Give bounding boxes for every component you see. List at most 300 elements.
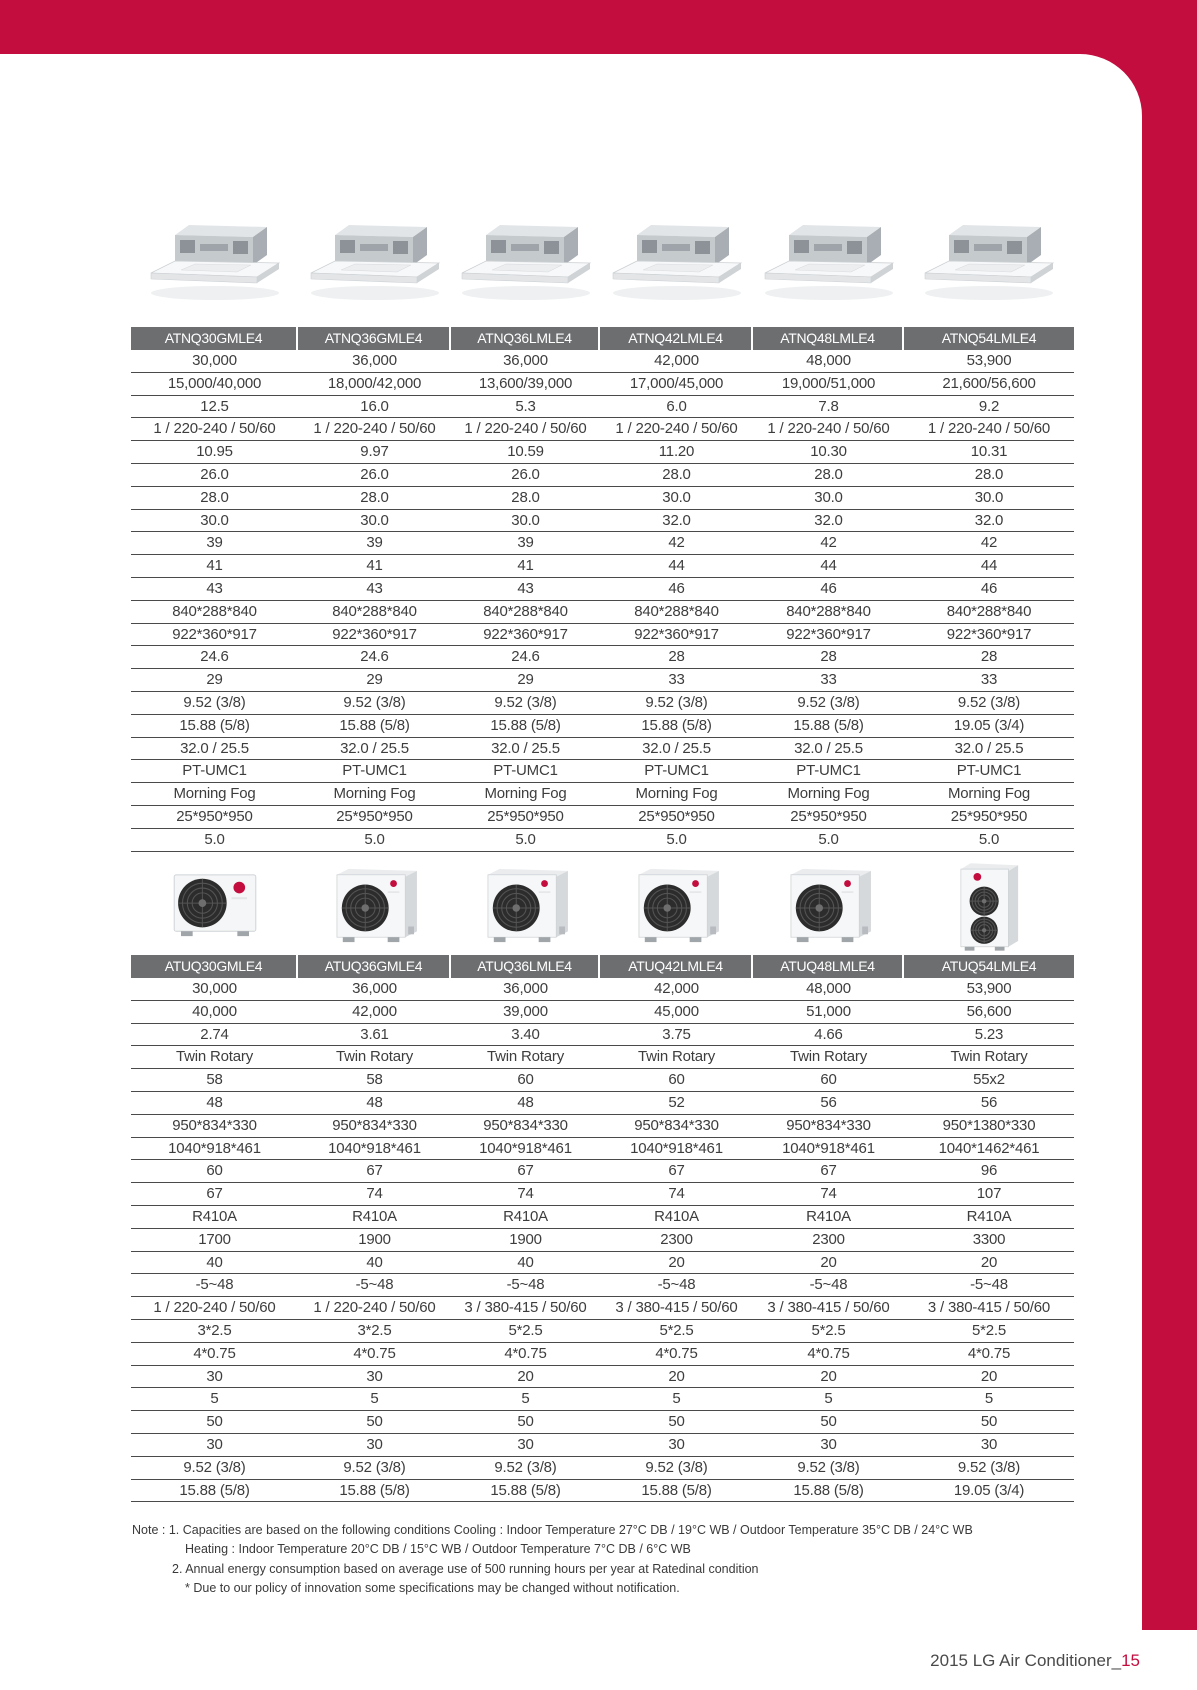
spec-value: 53,900 xyxy=(966,352,1012,369)
spec-value: Twin Rotary xyxy=(336,1048,413,1066)
spec-row xyxy=(131,1366,1074,1389)
spec-row xyxy=(131,1138,1074,1161)
spec-value: 3 / 380-415 / 50/60 xyxy=(464,1299,587,1317)
spec-value: 74 xyxy=(366,1185,383,1203)
spec-value: 30 xyxy=(206,1367,223,1385)
spec-row xyxy=(131,760,1074,783)
spec-value: Morning Fog xyxy=(173,785,256,803)
spec-value: 40 xyxy=(517,1253,534,1271)
spec-value: 39,000 xyxy=(503,1002,548,1020)
spec-value: 9.52 (3/8) xyxy=(343,1458,406,1476)
spec-value: 922*360*917 xyxy=(946,625,1032,643)
model-name: ATUQ36GMLE4 xyxy=(298,955,451,978)
spec-value: 42 xyxy=(980,534,998,552)
outdoor-unit-images xyxy=(131,858,1074,953)
spec-value: 26.0 xyxy=(360,465,389,483)
spec-value: 67 xyxy=(668,1162,685,1180)
spec-value: 30.0 xyxy=(200,511,229,529)
spec-value: 10.95 xyxy=(196,443,233,461)
outdoor-unit-icon xyxy=(329,866,421,946)
spec-value: 922*360*917 xyxy=(786,625,871,643)
spec-value: 32.0 / 25.5 xyxy=(180,739,249,757)
spec-value: 9.52 (3/8) xyxy=(957,693,1021,711)
spec-value: 42,000 xyxy=(352,1002,397,1020)
spec-value: 48,000 xyxy=(806,980,851,997)
spec-value: 4*0.75 xyxy=(655,1344,698,1362)
model-name: ATUQ42LMLE4 xyxy=(600,955,753,978)
cassette-unit-icon xyxy=(305,221,445,303)
spec-value: 5.0 xyxy=(364,830,385,848)
spec-value: R410A xyxy=(503,1207,548,1225)
spec-row xyxy=(131,487,1074,510)
model-name: ATNQ48LMLE4 xyxy=(753,327,904,350)
spec-value: 50 xyxy=(980,1413,998,1431)
spec-value: PT-UMC1 xyxy=(796,762,861,780)
spec-value: 5.23 xyxy=(974,1025,1004,1043)
spec-value: 10.59 xyxy=(507,443,544,461)
spec-value: 1700 xyxy=(198,1230,231,1248)
spec-row xyxy=(131,1115,1074,1138)
cassette-unit-icon xyxy=(919,221,1059,303)
spec-value: 36,000 xyxy=(352,352,397,369)
spec-value: 53,900 xyxy=(966,980,1012,997)
spec-value: 60 xyxy=(668,1071,685,1089)
spec-value: 25*950*950 xyxy=(176,807,253,825)
spec-value: 950*834*330 xyxy=(786,1116,871,1134)
spec-value: 4*0.75 xyxy=(353,1344,396,1362)
spec-value: 42,000 xyxy=(654,352,699,369)
spec-value: Twin Rotary xyxy=(638,1048,715,1066)
spec-value: 10.31 xyxy=(970,443,1008,461)
spec-value: 20 xyxy=(820,1253,837,1271)
spec-value: 9.52 (3/8) xyxy=(797,693,860,711)
spec-value: 30 xyxy=(366,1367,383,1385)
spec-value: 67 xyxy=(366,1162,383,1180)
spec-value: 11.20 xyxy=(658,443,695,461)
spec-value: 15.88 (5/8) xyxy=(339,716,410,734)
spec-value: 32.0 / 25.5 xyxy=(642,739,711,757)
spec-value: 5.0 xyxy=(818,830,839,848)
indoor-spec-table xyxy=(131,327,1074,852)
indoor-unit-image xyxy=(298,216,451,308)
spec-value: 5 xyxy=(521,1390,530,1408)
spec-value: 74 xyxy=(820,1185,837,1203)
spec-row xyxy=(131,1297,1074,1320)
spec-value: 5.0 xyxy=(204,830,225,848)
spec-row xyxy=(131,1434,1074,1457)
cassette-unit-icon xyxy=(456,221,596,303)
spec-value: 4*0.75 xyxy=(967,1344,1011,1362)
spec-value: 5 xyxy=(370,1390,379,1408)
outdoor-unit-icon xyxy=(783,866,875,946)
spec-value: 13,600/39,000 xyxy=(478,374,573,392)
spec-row xyxy=(131,1206,1074,1229)
note-line-3: 2. Annual energy consumption based on average use of 500 running hours per year at Ratedinal condition xyxy=(172,1562,759,1576)
footer-title: 2015 LG Air Conditioner_ xyxy=(930,1651,1122,1670)
spec-value: 1040*918*461 xyxy=(479,1139,572,1157)
indoor-unit-image xyxy=(904,216,1074,308)
spec-value: 32.0 / 25.5 xyxy=(491,739,560,757)
spec-value: 28.0 xyxy=(360,488,389,506)
spec-value: 67 xyxy=(820,1162,837,1180)
outdoor-unit-image xyxy=(131,858,298,953)
spec-value: 28.0 xyxy=(200,488,229,506)
spec-value: 5*2.5 xyxy=(659,1321,694,1339)
spec-row xyxy=(131,1160,1074,1183)
note-line-1: Note : 1. Capacities are based on the following conditions Cooling : Indoor Temperature 27°C DB / 19°C WB / Outdoor Temperature 35°C DB / 24°C WB xyxy=(132,1523,973,1537)
spec-value: 9.52 (3/8) xyxy=(494,1458,557,1476)
spec-value: 4*0.75 xyxy=(504,1344,547,1362)
spec-value: 21,600/56,600 xyxy=(942,374,1036,392)
spec-value: R410A xyxy=(352,1207,397,1225)
spec-value: 840*288*840 xyxy=(786,602,871,620)
spec-row xyxy=(131,464,1074,487)
spec-value: 28 xyxy=(668,648,685,666)
spec-value: 4.66 xyxy=(814,1025,843,1043)
spec-value: 15.88 (5/8) xyxy=(490,1481,561,1499)
model-name: ATUQ54LMLE4 xyxy=(904,955,1074,978)
spec-value: 840*288*840 xyxy=(946,602,1032,620)
outdoor-unit-front-icon xyxy=(171,872,259,940)
spec-value: 58 xyxy=(206,1071,223,1089)
spec-value: 9.52 (3/8) xyxy=(645,1458,708,1476)
spec-row xyxy=(131,1024,1074,1047)
spec-value: 10.30 xyxy=(810,443,847,461)
spec-value: -5~48 xyxy=(657,1276,696,1294)
spec-value: 840*288*840 xyxy=(483,602,568,620)
spec-value: 24.6 xyxy=(511,648,540,666)
spec-value: 46 xyxy=(980,579,998,597)
spec-row xyxy=(131,441,1074,464)
spec-value: 50 xyxy=(820,1413,837,1431)
spec-value: 1 / 220-240 / 50/60 xyxy=(927,420,1051,438)
spec-value: 840*288*840 xyxy=(172,602,257,620)
indoor-unit-image xyxy=(131,216,298,308)
spec-value: 9.52 (3/8) xyxy=(797,1458,860,1476)
spec-row xyxy=(131,646,1074,669)
model-name: ATNQ42LMLE4 xyxy=(600,327,753,350)
spec-value: 950*834*330 xyxy=(332,1116,417,1134)
spec-value: 42,000 xyxy=(654,980,699,997)
spec-value: 48 xyxy=(206,1093,223,1111)
spec-value: 36,000 xyxy=(503,352,548,369)
spec-value: 60 xyxy=(517,1071,534,1089)
spec-value: 1 / 220-240 / 50/60 xyxy=(313,420,436,438)
spec-row xyxy=(131,1252,1074,1275)
spec-value: R410A xyxy=(192,1207,237,1225)
spec-value: 9.52 (3/8) xyxy=(183,1458,246,1476)
spec-value: 74 xyxy=(517,1185,534,1203)
spec-value: 3.75 xyxy=(662,1025,691,1043)
model-name: ATNQ30GMLE4 xyxy=(131,327,298,350)
spec-value: 32.0 / 25.5 xyxy=(340,739,409,757)
spec-value: 60 xyxy=(206,1162,223,1180)
spec-value: 30.0 xyxy=(360,511,389,529)
spec-value: 39 xyxy=(206,534,223,552)
spec-value: -5~48 xyxy=(970,1276,1008,1294)
spec-value: 41 xyxy=(366,557,383,575)
spec-value: 52 xyxy=(668,1093,685,1111)
spec-value: 28 xyxy=(820,648,837,666)
spec-value: 3 / 380-415 / 50/60 xyxy=(927,1299,1051,1317)
spec-row xyxy=(131,1343,1074,1366)
cassette-unit-icon xyxy=(759,221,899,303)
spec-value: 25*950*950 xyxy=(487,807,564,825)
spec-value: 26.0 xyxy=(511,465,540,483)
spec-row xyxy=(131,738,1074,761)
spec-value: 16.0 xyxy=(360,397,389,415)
spec-value: 32.0 xyxy=(974,511,1004,529)
spec-value: 1900 xyxy=(509,1230,542,1248)
spec-value: 43 xyxy=(206,579,223,597)
page-number: 15 xyxy=(1121,1651,1140,1670)
spec-value: 9.52 (3/8) xyxy=(343,693,406,711)
spec-value: 30.0 xyxy=(974,488,1004,506)
spec-value: 32.0 / 25.5 xyxy=(954,739,1024,757)
outdoor-model-header-row xyxy=(131,955,1074,978)
spec-value: 20 xyxy=(980,1253,998,1271)
spec-value: 3.40 xyxy=(511,1025,540,1043)
outdoor-unit-image xyxy=(904,858,1074,953)
spec-value: 43 xyxy=(517,579,534,597)
spec-value: 1 / 220-240 / 50/60 xyxy=(153,1299,276,1317)
spec-value: 950*834*330 xyxy=(483,1116,568,1134)
spec-value: PT-UMC1 xyxy=(956,762,1022,780)
spec-value: 60 xyxy=(820,1071,837,1089)
outdoor-unit-image xyxy=(753,858,904,953)
indoor-unit-image xyxy=(451,216,600,308)
spec-row xyxy=(131,829,1074,852)
spec-value: 1 / 220-240 / 50/60 xyxy=(464,420,587,438)
spec-value: 9.52 (3/8) xyxy=(957,1458,1021,1476)
spec-value: 30 xyxy=(206,1435,223,1453)
spec-value: 48,000 xyxy=(806,352,851,369)
spec-value: 1 / 220-240 / 50/60 xyxy=(153,420,276,438)
spec-value: 19.05 (3/4) xyxy=(953,1481,1025,1499)
spec-value: 6.0 xyxy=(666,397,687,415)
spec-value: 30 xyxy=(668,1435,685,1453)
spec-value: 9.2 xyxy=(978,397,1000,415)
spec-value: 5 xyxy=(984,1390,994,1408)
spec-row xyxy=(131,532,1074,555)
outdoor-unit-image xyxy=(600,858,753,953)
spec-value: 5.3 xyxy=(515,397,536,415)
spec-value: 43 xyxy=(366,579,383,597)
spec-value: 20 xyxy=(668,1367,685,1385)
spec-value: 40 xyxy=(366,1253,383,1271)
spec-value: 30 xyxy=(980,1435,998,1453)
spec-row xyxy=(131,1320,1074,1343)
spec-value: 55x2 xyxy=(973,1071,1005,1089)
spec-value: R410A xyxy=(806,1207,851,1225)
spec-value: R410A xyxy=(654,1207,699,1225)
indoor-unit-images xyxy=(131,216,1074,308)
spec-value: 33 xyxy=(668,671,685,689)
spec-value: 922*360*917 xyxy=(634,625,719,643)
spec-value: 922*360*917 xyxy=(483,625,568,643)
spec-value: 24.6 xyxy=(200,648,229,666)
spec-row xyxy=(131,555,1074,578)
indoor-unit-image xyxy=(600,216,753,308)
spec-value: 25*950*950 xyxy=(790,807,867,825)
spec-value: 15.88 (5/8) xyxy=(793,1481,864,1499)
spec-value: 5 xyxy=(210,1390,219,1408)
outdoor-spec-table xyxy=(131,955,1074,1502)
spec-row xyxy=(131,692,1074,715)
spec-value: 44 xyxy=(820,557,837,575)
spec-value: PT-UMC1 xyxy=(644,762,709,780)
spec-value: 5.0 xyxy=(978,830,1000,848)
spec-value: 15.88 (5/8) xyxy=(793,716,864,734)
spec-value: 2.74 xyxy=(200,1025,229,1043)
spec-value: 20 xyxy=(517,1367,534,1385)
spec-value: 107 xyxy=(976,1185,1002,1203)
spec-value: 32.0 xyxy=(662,511,691,529)
spec-value: Morning Fog xyxy=(635,785,718,803)
spec-value: 950*1380*330 xyxy=(942,1116,1036,1134)
cassette-unit-icon xyxy=(607,221,747,303)
spec-value: -5~48 xyxy=(355,1276,394,1294)
spec-value: 5.0 xyxy=(666,830,687,848)
spec-value: 840*288*840 xyxy=(332,602,417,620)
spec-row xyxy=(131,578,1074,601)
spec-row xyxy=(131,1229,1074,1252)
spec-value: 39 xyxy=(366,534,383,552)
spec-value: 5*2.5 xyxy=(811,1321,846,1339)
spec-row xyxy=(131,601,1074,624)
spec-value: 30.0 xyxy=(511,511,540,529)
indoor-model-header-row xyxy=(131,327,1074,350)
spec-value: 48 xyxy=(366,1093,383,1111)
page-footer xyxy=(930,1650,1140,1672)
spec-value: 3 / 380-415 / 50/60 xyxy=(767,1299,890,1317)
spec-value: -5~48 xyxy=(195,1276,234,1294)
spec-value: 3.61 xyxy=(360,1025,389,1043)
spec-value: 15.88 (5/8) xyxy=(490,716,561,734)
spec-value: 29 xyxy=(206,671,223,689)
spec-value: 30.0 xyxy=(662,488,691,506)
spec-value: Morning Fog xyxy=(947,785,1030,803)
spec-value: 39 xyxy=(517,534,534,552)
outdoor-unit-image xyxy=(298,858,451,953)
spec-value: 20 xyxy=(820,1367,837,1385)
spec-value: 9.52 (3/8) xyxy=(494,693,557,711)
spec-value: 50 xyxy=(517,1413,534,1431)
spec-value: Twin Rotary xyxy=(176,1048,253,1066)
spec-value: 1040*918*461 xyxy=(630,1139,723,1157)
spec-value: 29 xyxy=(366,671,383,689)
spec-value: 67 xyxy=(517,1162,534,1180)
spec-value: 44 xyxy=(668,557,685,575)
model-name: ATUQ36LMLE4 xyxy=(451,955,600,978)
spec-row xyxy=(131,1274,1074,1297)
spec-value: 33 xyxy=(980,671,998,689)
spec-value: 40 xyxy=(206,1253,223,1271)
spec-value: 5*2.5 xyxy=(971,1321,1007,1339)
spec-row xyxy=(131,715,1074,738)
spec-value: 48 xyxy=(517,1093,534,1111)
spec-value: 1040*918*461 xyxy=(328,1139,421,1157)
model-name: ATNQ36GMLE4 xyxy=(298,327,451,350)
spec-value: 41 xyxy=(206,557,223,575)
spec-value: 30 xyxy=(820,1435,837,1453)
spec-value: 32.0 / 25.5 xyxy=(794,739,863,757)
spec-value: 9.97 xyxy=(360,443,389,461)
outdoor-unit-image xyxy=(451,858,600,953)
spec-value: 15.88 (5/8) xyxy=(179,1481,250,1499)
spec-value: 5.0 xyxy=(515,830,536,848)
model-name: ATUQ48LMLE4 xyxy=(753,955,904,978)
spec-value: PT-UMC1 xyxy=(182,762,247,780)
spec-value: 1 / 220-240 / 50/60 xyxy=(615,420,738,438)
spec-row xyxy=(131,1388,1074,1411)
spec-value: 96 xyxy=(980,1162,998,1180)
spec-value: 30,000 xyxy=(192,352,237,369)
spec-value: Twin Rotary xyxy=(950,1048,1028,1066)
spec-value: 30.0 xyxy=(814,488,843,506)
spec-row xyxy=(131,806,1074,829)
spec-row xyxy=(131,1092,1074,1115)
spec-value: 58 xyxy=(366,1071,383,1089)
spec-value: 41 xyxy=(517,557,534,575)
spec-value: 12.5 xyxy=(200,397,229,415)
spec-value: 30 xyxy=(517,1435,534,1453)
spec-value: 74 xyxy=(668,1185,685,1203)
spec-value: 3*2.5 xyxy=(197,1321,232,1339)
spec-value: 44 xyxy=(980,557,998,575)
spec-value: 42 xyxy=(820,534,837,552)
spec-value: 1 / 220-240 / 50/60 xyxy=(767,420,890,438)
spec-value: 50 xyxy=(206,1413,223,1431)
spec-value: 2300 xyxy=(660,1230,693,1248)
spec-value: 2300 xyxy=(812,1230,845,1248)
spec-value: 25*950*950 xyxy=(336,807,413,825)
spec-value: 19.05 (3/4) xyxy=(953,716,1025,734)
spec-value: 7.8 xyxy=(818,397,839,415)
spec-value: 18,000/42,000 xyxy=(327,374,422,392)
spec-value: 40,000 xyxy=(192,1002,237,1020)
spec-value: 46 xyxy=(820,579,837,597)
spec-value: 26.0 xyxy=(200,465,229,483)
spec-value: -5~48 xyxy=(809,1276,848,1294)
spec-value: 25*950*950 xyxy=(638,807,715,825)
spec-row xyxy=(131,669,1074,692)
spec-value: 25*950*950 xyxy=(950,807,1028,825)
spec-value: R410A xyxy=(966,1207,1012,1225)
spec-value: 17,000/45,000 xyxy=(629,374,724,392)
spec-value: Morning Fog xyxy=(333,785,416,803)
spec-row xyxy=(131,510,1074,533)
spec-value: PT-UMC1 xyxy=(493,762,558,780)
cassette-unit-icon xyxy=(145,221,285,303)
spec-row xyxy=(131,1480,1074,1503)
spec-value: 15.88 (5/8) xyxy=(179,716,250,734)
spec-row xyxy=(131,978,1074,1001)
spec-value: 67 xyxy=(206,1185,223,1203)
spec-value: 29 xyxy=(517,671,534,689)
spec-value: 32.0 xyxy=(814,511,843,529)
outdoor-unit-icon xyxy=(631,866,723,946)
spec-value: 1900 xyxy=(358,1230,391,1248)
spec-row xyxy=(131,1046,1074,1069)
spec-value: 1040*918*461 xyxy=(782,1139,875,1157)
spec-value: 56 xyxy=(820,1093,837,1111)
spec-value: 1040*1462*461 xyxy=(938,1139,1040,1157)
spec-value: 50 xyxy=(366,1413,383,1431)
spec-value: 15.88 (5/8) xyxy=(641,1481,712,1499)
spec-value: 56 xyxy=(980,1093,998,1111)
spec-value: 9.52 (3/8) xyxy=(645,693,708,711)
